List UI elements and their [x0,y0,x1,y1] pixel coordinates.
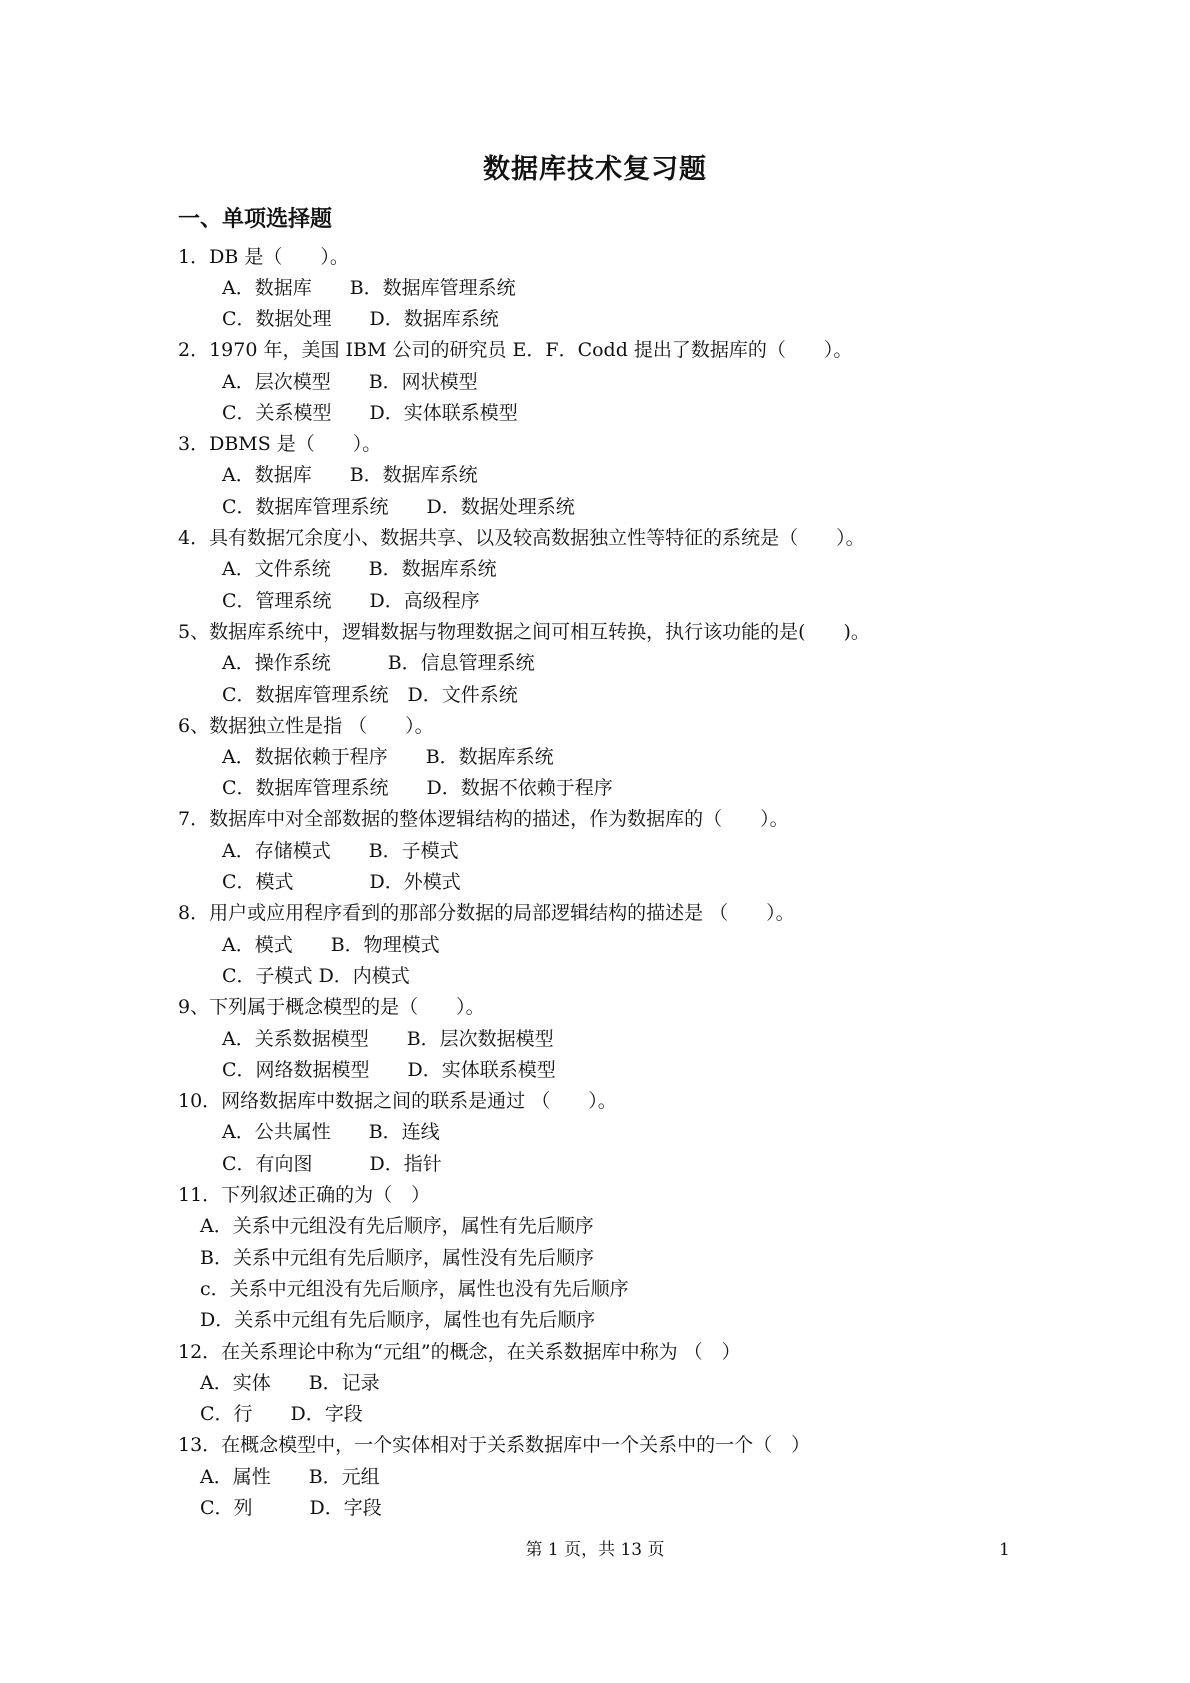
options-12-ab: A．实体 B．记录 [200,1372,380,1394]
option-11-c: c．关系中元组没有先后顺序，属性也没有先后顺序 [200,1278,629,1300]
options-9-ab: A．关系数据模型 B．层次数据模型 [222,1028,554,1050]
question-9: 9、下列属于概念模型的是（ ）。 [178,996,485,1018]
question-3: 3．DBMS 是（ ）。 [178,433,382,455]
question-12: 12．在关系理论中称为“元组”的概念，在关系数据库中称为 （ ） [178,1341,741,1363]
page-number: 1 [999,1540,1010,1560]
option-11-d: D．关系中元组有先后顺序，属性也有先后顺序 [200,1309,596,1331]
options-7-ab: A．存储模式 B．子模式 [222,840,459,862]
question-6: 6、数据独立性是指 （ ）。 [178,715,434,737]
options-2-cd: C．关系模型 D．实体联系模型 [222,402,518,424]
options-3-ab: A．数据库 B．数据库系统 [222,464,478,486]
options-8-cd: C．子模式 D．内模式 [222,965,410,987]
question-2: 2．1970 年，美国 IBM 公司的研究员 E．F．Codd 提出了数据库的（ ）。 [178,339,853,361]
question-13: 13．在概念模型中，一个实体相对于关系数据库中一个关系中的一个（ ） [178,1434,811,1456]
question-10: 10．网络数据库中数据之间的联系是通过 （ ）。 [178,1090,617,1112]
options-4-cd: C．管理系统 D．高级程序 [222,590,480,612]
options-10-cd: C．有向图 D．指针 [222,1153,442,1175]
options-12-cd: C．行 D．字段 [200,1403,363,1425]
option-11-a: A．关系中元组没有先后顺序，属性有先后顺序 [200,1215,594,1237]
options-10-ab: A．公共属性 B．连线 [222,1121,440,1143]
options-13-cd: C．列 D．字段 [200,1497,382,1519]
options-8-ab: A．模式 B．物理模式 [222,934,440,956]
question-7: 7．数据库中对全部数据的整体逻辑结构的描述，作为数据库的（ ）。 [178,808,789,830]
options-1-cd: C．数据处理 D．数据库系统 [222,308,499,330]
options-13-ab: A．属性 B．元组 [200,1466,380,1488]
options-9-cd: C．网络数据模型 D．实体联系模型 [222,1059,556,1081]
options-5-ab: A．操作系统 B．信息管理系统 [222,652,535,674]
document-title: 数据库技术复习题 [483,154,707,185]
options-7-cd: C．模式 D．外模式 [222,871,461,893]
page-footer: 第 1 页，共 13 页 [525,1540,665,1560]
question-5: 5、数据库系统中，逻辑数据与物理数据之间可相互转换，执行该功能的是( )。 [178,621,870,643]
question-11: 11．下列叙述正确的为（ ） [178,1184,431,1206]
question-4: 4．具有数据冗余度小、数据共享、以及较高数据独立性等特征的系统是（ ）。 [178,527,865,549]
options-2-ab: A．层次模型 B．网状模型 [222,371,478,393]
options-3-cd: C．数据库管理系统 D．数据处理系统 [222,496,575,518]
options-4-ab: A．文件系统 B．数据库系统 [222,558,497,580]
options-1-ab: A．数据库 B．数据库管理系统 [222,277,516,299]
question-8: 8．用户或应用程序看到的那部分数据的局部逻辑结构的描述是 （ ）。 [178,902,795,924]
options-5-cd: C．数据库管理系统 D．文件系统 [222,684,518,706]
question-1: 1．DB 是（ ）。 [178,246,349,268]
options-6-ab: A．数据依赖于程序 B．数据库系统 [222,746,554,768]
options-6-cd: C．数据库管理系统 D．数据不依赖于程序 [222,777,613,799]
option-11-b: B．关系中元组有先后顺序，属性没有先后顺序 [200,1247,594,1269]
section-heading: 一、单项选择题 [178,207,333,232]
